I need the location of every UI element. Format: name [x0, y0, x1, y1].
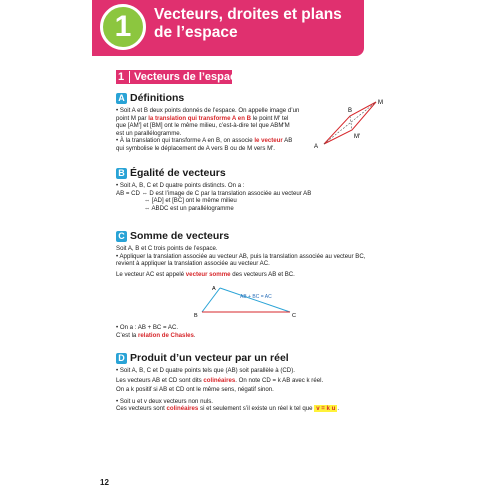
vector-sum-figure [192, 284, 304, 320]
sum-text: Soit A, B et C trois points de l’espace. • Appliquer la translation associée au vecteur AB, puis la translation associée au vecteur BC, revient à appliquer la translation associée au vecteur AC. Le vecteur AC est appelé vecteur somme des vecteurs AB et BC. [116, 245, 366, 278]
definitions-text: • Soit A et B deux points donnés de l’espace. On appelle image d’un point M par la translation qui transforme A en B le point M′ tel que [AM′] et [BM] ont le même milieu, c’est-à-dire tel que ABM′M est un parallélogramme. • À la translation qui transforme A en B, on associe le vecteur AB qui symbolise le déplacement de A vers B ou de M vers M′. [116, 107, 300, 152]
subsection-letter: B [116, 168, 127, 179]
subsection-letter: A [116, 93, 127, 104]
product-text: • Soit A, B, C et D quatre points tels que (AB) soit parallèle à (CD). Les vecteurs AB et CD sont dits colinéaires. On note CD = k AB avec k réel. On a k positif si AB et CD ont le même sens, négatif sinon. • Soit u et v deux vecteurs non nuls. Ces vecteurs sont colinéaires si et seulement s’il existe un réel k tel que v = k u . [116, 367, 340, 412]
section-divider [129, 71, 130, 83]
subsection-title: Somme de vecteurs [130, 230, 230, 242]
subsection-letter: D [116, 353, 127, 364]
vector-bc [220, 288, 290, 312]
subsection-title: Définitions [130, 92, 185, 104]
subsection-letter: C [116, 231, 127, 242]
chapter-title: Vecteurs, droites et plans de l’espace [154, 6, 342, 41]
section-number: 1 [118, 71, 125, 83]
chasles-text: • On a : AB + BC = AC. C’est la relation de Chasles. [116, 324, 196, 339]
page-number: 12 [100, 478, 109, 487]
label-c: C [292, 313, 296, 319]
vector-ab [202, 288, 220, 312]
label-a: A [212, 286, 216, 292]
highlighted-formula: v = k u [316, 405, 336, 412]
equality-text: • Soit A, B, C et D quatre points distincts. On a : AB = CD ⇔ D est l’image de C par la translation associée au vecteur AB ⇔ [AD] et [BC] ont le même milieu ⇔ ABDC est un parallélogramme [116, 182, 312, 212]
section-title: Vecteurs de l’espace [134, 71, 243, 83]
label-b: B [194, 313, 198, 319]
label-b: B [348, 108, 353, 114]
parallelogram-figure [312, 96, 392, 152]
label-m-prime: M′ [354, 134, 361, 140]
subsection-title: Égalité de vecteurs [130, 167, 226, 179]
subsection-title: Produit d’un vecteur par un réel [130, 352, 289, 364]
relation-label: AB + BC = AC [240, 294, 272, 300]
label-a: A [314, 144, 319, 150]
chapter-number: 1 [100, 4, 146, 50]
label-m: M [378, 100, 383, 106]
diagonal-bm2 [350, 116, 352, 130]
